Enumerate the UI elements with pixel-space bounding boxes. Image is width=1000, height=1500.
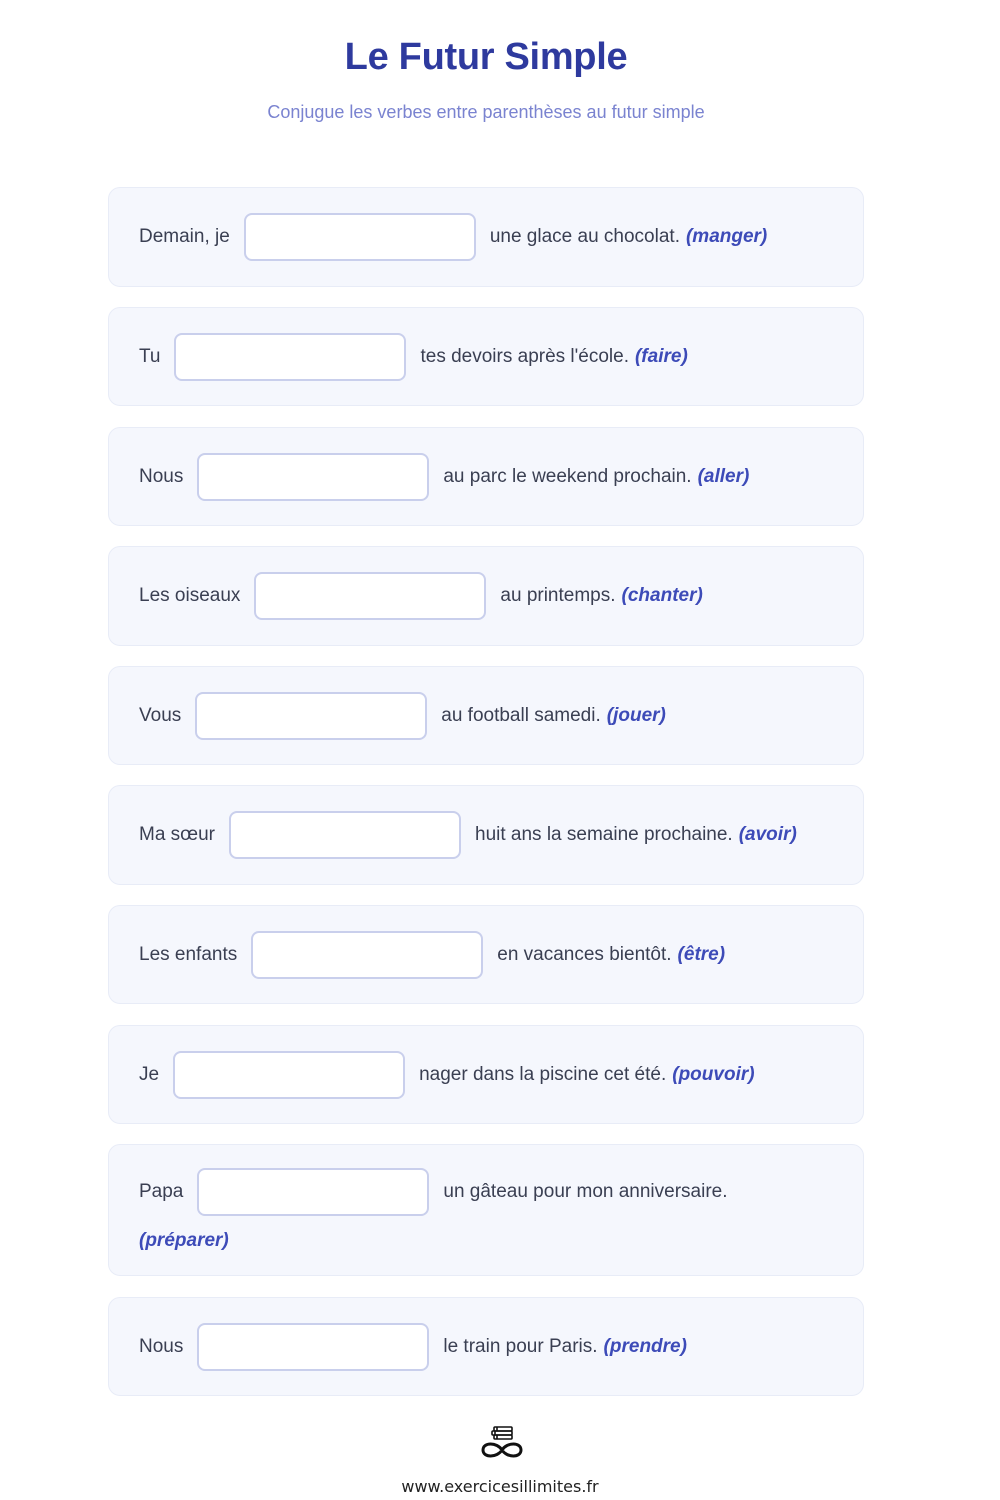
sentence-start: Les enfants — [139, 943, 238, 965]
sentence-end: au football samedi. — [441, 704, 601, 726]
sentence-end: huit ans la semaine prochaine. — [475, 824, 733, 845]
answer-input-6[interactable] — [229, 811, 461, 859]
sentence-end: nager dans la piscine cet été. — [419, 1063, 667, 1085]
sentence-start: Nous — [139, 1335, 184, 1357]
exercise-7 — [108, 905, 864, 1004]
sentence-start: Tu — [139, 345, 161, 367]
footer-url: www.exercicesillimites.fr — [401, 1477, 599, 1496]
answer-input-4[interactable] — [254, 572, 486, 620]
sentence-end: le train pour Paris. — [443, 1335, 598, 1357]
verb-hint: (préparer) — [139, 1230, 229, 1251]
answer-input-7[interactable] — [251, 931, 483, 979]
sentence-start: Demain, je — [139, 226, 230, 247]
verb-hint: (manger) — [685, 226, 768, 247]
exercise-4 — [108, 546, 864, 646]
verb-hint: (aller) — [697, 465, 750, 487]
exercise-3 — [108, 427, 864, 526]
sentence-end: une glace au chocolat. — [489, 226, 680, 247]
page-subtitle: Conjugue les verbes entre parenthèses au futur simple — [267, 102, 705, 122]
exercise-1 — [108, 187, 864, 287]
exercise-9 — [108, 1144, 864, 1276]
exercise-5 — [108, 666, 864, 765]
exercise-10 — [108, 1297, 864, 1396]
answer-input-1[interactable] — [244, 213, 476, 261]
answer-input-2[interactable] — [174, 333, 406, 381]
sentence-start: Vous — [139, 704, 182, 726]
sentence-start: Papa — [139, 1181, 184, 1202]
sentence-end: tes devoirs après l'école. — [420, 345, 629, 367]
verb-hint: (être) — [677, 943, 726, 965]
verb-hint: (faire) — [634, 345, 688, 367]
sentence-end: en vacances bientôt. — [497, 943, 672, 965]
sentence-end: au printemps. — [500, 585, 616, 606]
answer-input-10[interactable] — [197, 1323, 429, 1371]
verb-hint: (jouer) — [606, 704, 666, 726]
sentence-start: Les oiseaux — [139, 585, 241, 606]
sentence-end: un gâteau pour mon anniversaire. — [443, 1181, 728, 1202]
verb-hint: (prendre) — [603, 1335, 687, 1357]
verb-hint: (pouvoir) — [672, 1063, 755, 1085]
sentence-start: Ma sœur — [139, 824, 215, 845]
answer-input-9[interactable] — [197, 1168, 429, 1216]
books-infinity-icon — [478, 1424, 526, 1462]
exercise-6 — [108, 785, 864, 885]
sentence-start: Je — [139, 1063, 160, 1085]
answer-input-3[interactable] — [197, 453, 429, 501]
exercise-2 — [108, 307, 864, 406]
sentence-start: Nous — [139, 465, 184, 487]
verb-hint: (avoir) — [738, 824, 797, 845]
answer-input-8[interactable] — [173, 1051, 405, 1099]
sentence-end: au parc le weekend prochain. — [443, 465, 692, 487]
verb-hint: (chanter) — [621, 585, 703, 606]
exercise-8 — [108, 1025, 864, 1124]
answer-input-5[interactable] — [195, 692, 427, 740]
page-title: Le Futur Simple — [344, 36, 628, 78]
